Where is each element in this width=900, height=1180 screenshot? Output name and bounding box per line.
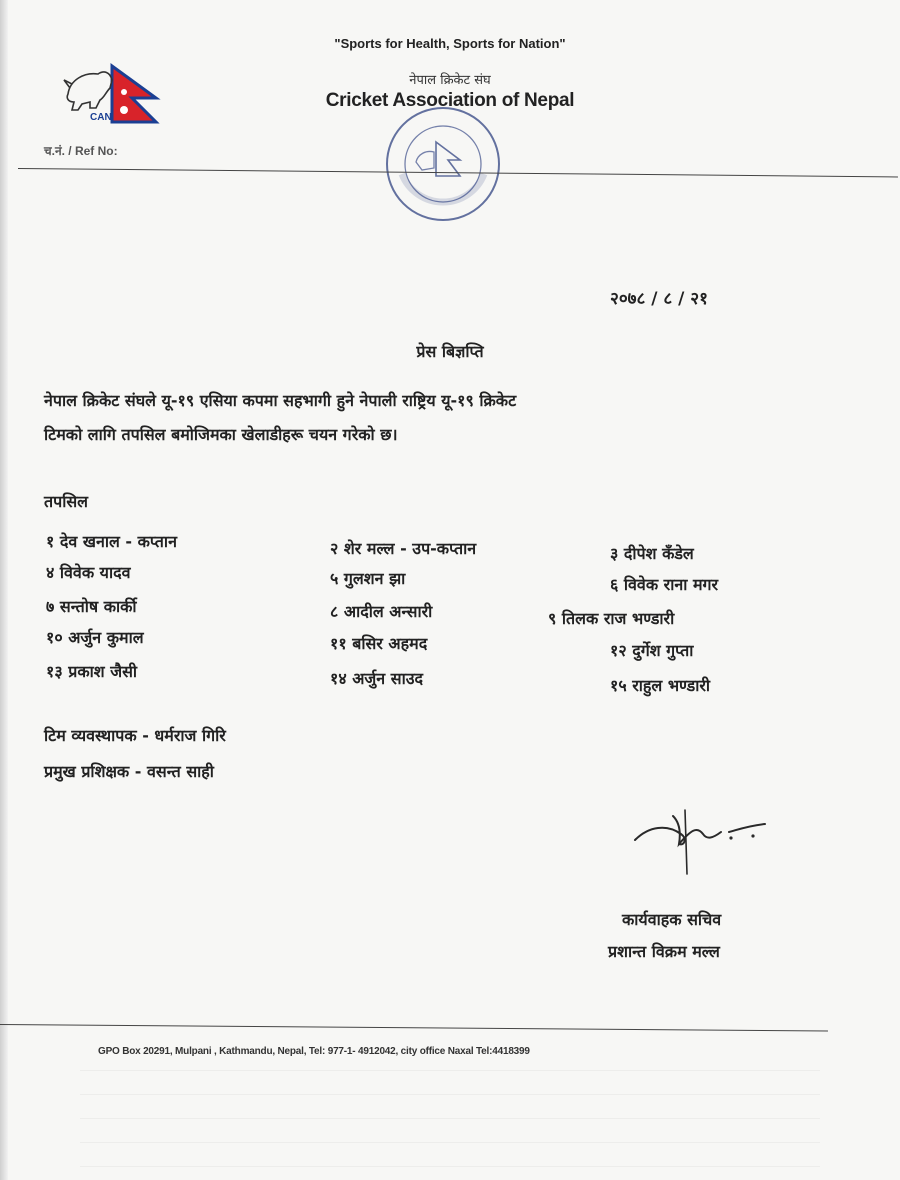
announcement-line-1: नेपाल क्रिकेट संघले यू-१९ एसिया कपमा सहभागी हुने नेपाली राष्ट्रिय यू-१९ क्रिकेट [44, 391, 517, 410]
logo-text: CAN [90, 112, 112, 123]
official-seal [378, 104, 508, 224]
org-name-nepali: नेपाल क्रिकेट संघ [409, 73, 491, 88]
scan-edge [0, 0, 8, 1180]
announcement-body [44, 384, 804, 452]
team-manager: टिम व्यवस्थापक - धर्मराज गिरि [44, 726, 226, 745]
player-item: ७ सन्तोष कार्की [46, 597, 137, 616]
head-coach: प्रमुख प्रशिक्षक - वसन्त साही [44, 762, 214, 781]
player-item: ५ गुलशन झा [330, 569, 406, 588]
player-item: ८ आदील अन्सारी [330, 602, 433, 621]
issue-date: २०७८ / ८ / २१ [610, 289, 708, 309]
player-item: ११ बसिर अहमद [330, 634, 428, 653]
bleed-through-texture [80, 1070, 820, 1180]
player-item: १ देव खनाल - कप्तान [46, 532, 177, 551]
tagline: "Sports for Health, Sports for Nation" [334, 36, 566, 51]
player-item: ३ दीपेश कँडेल [610, 544, 694, 563]
signatory-name: प्रशान्त विक्रम मल्ल [608, 942, 720, 961]
footer-contact: GPO Box 20291, Mulpani , Kathmandu, Nepal, Tel: 977-1- 4912042, city office Naxal Tel:4418399 [98, 1046, 530, 1057]
ref-number-label: च.नं. / Ref No: [44, 144, 118, 158]
org-name-english: Cricket Association of Nepal [325, 90, 575, 111]
player-item: १० अर्जुन कुमाल [46, 628, 144, 647]
player-item: ६ विवेक राना मगर [610, 575, 719, 594]
document-title: प्रेस बिज्ञप्ति [416, 342, 484, 361]
can-logo [60, 58, 165, 128]
player-item: १३ प्रकाश जैसी [46, 662, 138, 681]
player-item: १२ दुर्गेश गुप्ता [610, 641, 694, 660]
player-item: १५ राहुल भण्डारी [610, 676, 711, 695]
footer-divider [0, 1024, 828, 1032]
player-item: २ शेर मल्ल - उप-कप्तान [330, 539, 477, 558]
list-heading: तपसिल [44, 492, 89, 511]
signatory-title: कार्यवाहक सचिव [622, 910, 722, 929]
handwritten-signature [625, 800, 780, 880]
player-item: ४ विवेक यादव [46, 563, 131, 582]
announcement-line-2: टिमको लागि तपसिल बमोजिमका खेलाडीहरू चयन गरेको छ। [44, 425, 398, 444]
player-item: १४ अर्जुन साउद [330, 669, 423, 688]
player-item: ९ तिलक राज भण्डारी [548, 609, 675, 628]
